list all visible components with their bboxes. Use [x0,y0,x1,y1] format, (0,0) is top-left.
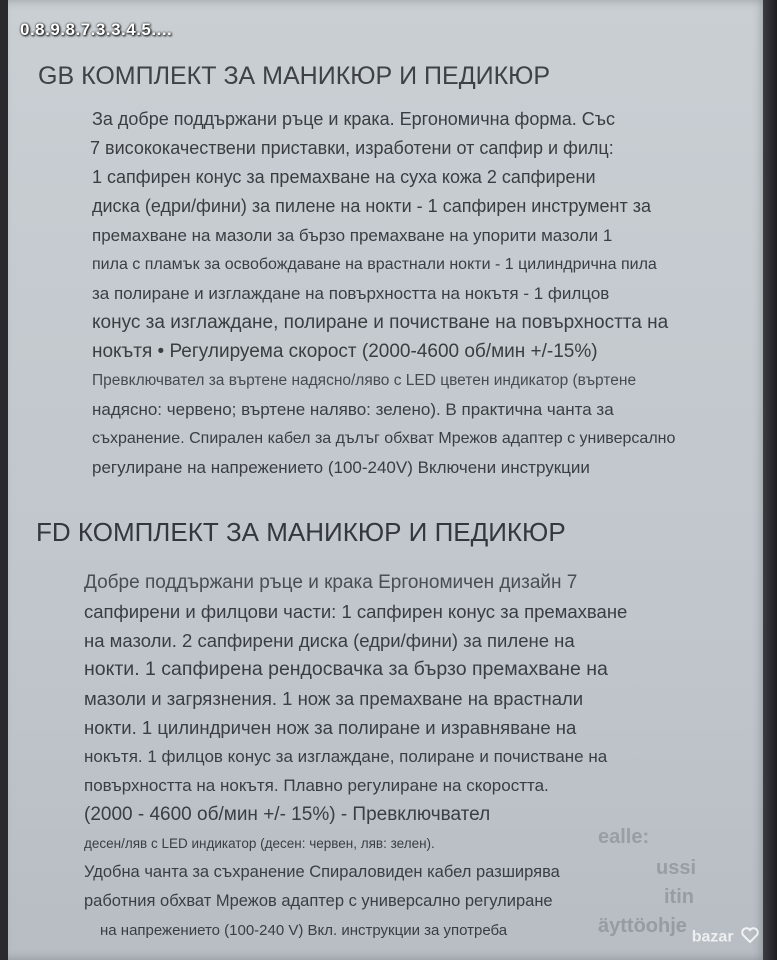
section-body-gb [92,105,675,482]
text-line: диска (едри/фини) за пилене на нокти - 1 сапфирен инструмент за [92,196,651,216]
text-line: премахване на мазоли за бързо премахване на упорити мазоли 1 [92,226,613,245]
text-line: сапфирени и филцови части: 1 сапфирен конус за премахване [84,601,628,622]
text-line: нокътя. 1 филцов конус за изглаждане, полиране и почистване на [84,747,608,766]
text-line: конус за изглаждане, полиране и почистване на повърхността на [92,312,669,333]
text-line: съхранение. Спирален кабел за дълъг обхват Мрежов адаптер с универсално [92,430,676,447]
show-through-text: äyttöohje [598,915,687,937]
text-line: за полиране и изглаждане на повърхността на нокътя - 1 филцов [92,284,610,303]
text-line: на напрежението (100-240 V) Вкл. инструкции за употреба [100,922,508,939]
listing-id-overlay: 0.8.9.8.7.3.3.4.5.... [20,20,173,39]
text-line: 7 висококачествени приставки, изработени от сапфир и филц: [90,138,614,158]
text-line: на мазоли. 2 сапфирени диска (едри/фини) за пилене на [84,630,575,651]
text-line: нокти. 1 сапфирена рендосвачка за бързо премахване на [84,658,608,680]
text-line: Удобна чанта за съхранение Спираловиден кабел разширява [84,863,560,881]
text-line: повърхността на нокътя. Плавно регулиране на скоростта. [84,776,549,795]
text-line: Превключвател за въртене надясно/ляво с LED цветен индикатор (въртене [92,372,637,389]
text-line: пила с пламък за освобождаване на врастнали нокти - 1 цилиндрична пила [92,256,657,273]
box-edge-shadow [763,0,777,960]
watermark-logo [692,927,759,948]
text-line: надясно: червено; въртене наляво: зелено). В практична чанта за [92,400,614,419]
text-line: нокти. 1 цилиндричен нож за полиране и изравняване на [84,717,577,738]
text-line: мазоли и загрязнения. 1 нож за премахване на врастнали [84,688,584,709]
section-heading-gb: GB КОМПЛЕКТ ЗА МАНИКЮР И ПЕДИКЮР [38,62,551,90]
text-line: За добре поддържани ръце и крака. Ергономична форма. Със [92,109,616,129]
text-line: десен/ляв с LED индикатор (десен: червен, ляв: зелен). [84,836,435,851]
section-heading-fd: FD КОМПЛЕКТ ЗА МАНИКЮР И ПЕДИКЮР [36,517,566,547]
show-through-text: ealle: [598,826,650,848]
text-line: (2000 - 4600 об/мин +/- 15%) - Превключвател [84,804,491,825]
text-line: нокътя • Регулируема скорост (2000-4600 об/мин +/-15%) [92,341,598,362]
show-through-text: itin [664,886,694,908]
heart-logo-icon [741,927,759,948]
show-through-text: ussi [656,857,697,879]
text-line: регулиране на напрежението (100-240V) Включени инструкции [92,458,590,477]
text-line: 1 сапфирен конус за премахване на суха кожа 2 сапфирени [92,167,596,187]
watermark-text: bazar [691,928,734,946]
text-line: работния обхват Мрежов адаптер с универсално регулиране [84,892,553,910]
text-line: Добре поддържани ръце и крака Ергономичен дизайн 7 [84,572,578,593]
section-body-fd [84,568,627,945]
